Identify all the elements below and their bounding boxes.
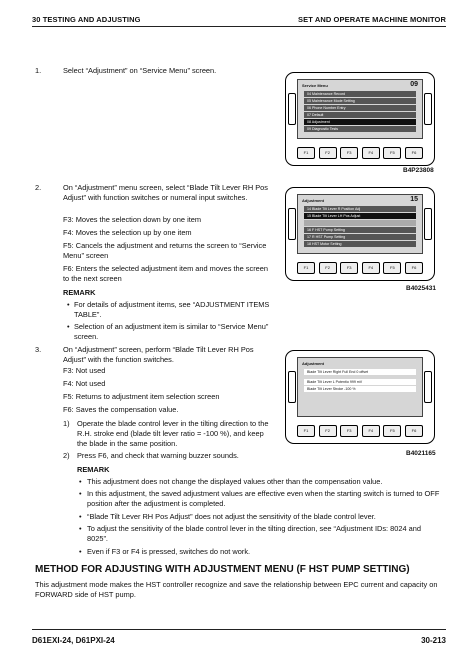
menu-row: 18 HST Motor Setting (304, 241, 416, 247)
monitor-screen (297, 194, 423, 254)
menu-row: 04 Maintenance Record (304, 91, 416, 97)
f4-button: F4 (362, 147, 380, 159)
f5-description: F5: Returns to adjustment item selection screen (63, 392, 220, 401)
monitor-side-key (288, 208, 296, 240)
screen-title: Adjustment (302, 198, 324, 203)
figure-code: B4025431 (406, 285, 436, 292)
remark-item: Selection of an adjustment item is similar to “Service Menu” screen. (74, 322, 269, 341)
substep-text: Operate the blade control lever in the tilting direction to the R.H. stroke end (blade tilt lever ratio = -100 %), and keep the blade in the same position. (77, 419, 269, 448)
remark-item: Even if F3 or F4 is pressed, switches do not work. (87, 547, 251, 556)
f4-description: F4: Moves the selection up by one item (63, 228, 192, 237)
adjust-row: Blade Tilt Lever Stroke -100 % (304, 386, 416, 392)
bullet: • (79, 512, 82, 521)
remark-item: “Blade Tilt Lever RH Pos Adjust” does not adjust the sensitivity of the blade control lever. (87, 512, 376, 521)
screen-title: Adjustment (302, 361, 324, 366)
remark-item: For details of adjustment items, see “ADJUSTMENT ITEMS TABLE”. (74, 300, 270, 319)
step-text: On “Adjustment” menu screen, select “Blade Tilt Lever RH Pos Adjust” with function switches or numeral input switches. (63, 183, 268, 202)
adjust-row: Blade Tilt Lever Right Full End 0 offset (304, 369, 416, 375)
f3-button: F3 (340, 425, 358, 437)
f2-button: F2 (319, 147, 337, 159)
monitor-figure-adjustment-screen (285, 350, 435, 444)
f4-button: F4 (362, 262, 380, 274)
f2-button: F2 (319, 425, 337, 437)
header-topic-title: SET AND OPERATE MACHINE MONITOR (298, 15, 446, 24)
menu-row-selected: 08 Adjustment (304, 119, 416, 125)
step-number: 3. (35, 345, 42, 354)
bullet: • (67, 322, 70, 331)
f5-description: F5: Cancels the adjustment and returns the screen to “Service Menu” screen (63, 241, 267, 260)
monitor-side-key (288, 93, 296, 125)
step-number: 1. (35, 66, 42, 75)
f6-description: F6: Enters the selected adjustment item and moves the screen to the next screen (63, 264, 268, 283)
f5-button: F5 (383, 425, 401, 437)
f3-button: F3 (340, 262, 358, 274)
remark-item: In this adjustment, the saved adjustment values are effective even when the starting switch is turned to OFF position after the adjustment is completed. (87, 489, 440, 508)
monitor-side-key (288, 371, 296, 403)
bullet: • (79, 524, 82, 533)
screen-number: 09 (410, 81, 418, 88)
page-header (32, 4, 446, 27)
substep-text: Press F6, and check that warning buzzer sounds. (77, 451, 239, 460)
f6-button: F6 (405, 262, 423, 274)
monitor-side-key (424, 371, 432, 403)
monitor-side-key (424, 208, 432, 240)
function-switches (297, 262, 423, 274)
screen-title: Service Menu (302, 83, 328, 88)
menu-row: 07 Default (304, 112, 416, 118)
substep-number: 2) (63, 451, 70, 460)
figure-code: B4P23808 (403, 167, 434, 174)
remark-title: REMARK (63, 288, 96, 297)
f1-button: F1 (297, 147, 315, 159)
step-text: On “Adjustment” screen, perform “Blade Tilt Lever RH Pos Adjust” with the function switches. (63, 345, 254, 364)
page-footer (32, 629, 446, 645)
section-heading: METHOD FOR ADJUSTING WITH ADJUSTMENT MENU (F HST PUMP SETTING) (35, 564, 410, 575)
adjust-row: Blade Tilt Lever L Potentio 999 mV (304, 379, 416, 385)
f5-button: F5 (383, 147, 401, 159)
header-section-title: 30 TESTING AND ADJUSTING (32, 15, 141, 24)
monitor-figure-adjustment-menu (285, 187, 435, 281)
monitor-figure-service-menu (285, 72, 435, 166)
section-text: This adjustment mode makes the HST controller recognize and save the relationship between EPC current and capacity on FORWARD side of HST pump. (35, 580, 438, 599)
page-number: 30-213 (421, 636, 446, 645)
menu-row: 14 Blade Tilt Lever R Position Adj (304, 206, 416, 212)
monitor-screen (297, 79, 423, 139)
figure-code: B4021165 (406, 450, 436, 457)
function-switches (297, 147, 423, 159)
menu-row: 09 Diagnostic Tests (304, 126, 416, 132)
menu-row: 05 Maintenance Mode Setting (304, 98, 416, 104)
monitor-side-key (424, 93, 432, 125)
f4-description: F4: Not used (63, 379, 106, 388)
function-switches (297, 425, 423, 437)
f2-button: F2 (319, 262, 337, 274)
f1-button: F1 (297, 425, 315, 437)
model-name: D61EXI-24, D61PXI-24 (32, 636, 115, 645)
bullet: • (67, 300, 70, 309)
menu-row: 17 R HST Pump Setting (304, 234, 416, 240)
remark-title: REMARK (77, 465, 110, 474)
bullet: • (79, 547, 82, 556)
monitor-screen (297, 357, 423, 417)
step-text: Select “Adjustment” on “Service Menu” screen. (63, 66, 217, 75)
menu-row: 16 F HST Pump Setting (304, 227, 416, 233)
f5-button: F5 (383, 262, 401, 274)
bullet: • (79, 489, 82, 498)
menu-row-selected: 15 Blade Tilt Lever LH Pos Adjust (304, 213, 416, 219)
f6-button: F6 (405, 425, 423, 437)
f3-description: F3: Moves the selection down by one item (63, 215, 202, 224)
substep-number: 1) (63, 419, 70, 428)
remark-item: This adjustment does not change the displayed values other than the compensation value. (87, 477, 383, 486)
remark-item: To adjust the sensitivity of the blade control lever in the tilting direction, see “Adjustment IDs: 8024 and 8025”. (87, 524, 421, 543)
f4-button: F4 (362, 425, 380, 437)
menu-row: 06 Phone Number Entry (304, 105, 416, 111)
bullet: • (79, 477, 82, 486)
f6-description: F6: Saves the compensation value. (63, 405, 179, 414)
f3-description: F3: Not used (63, 366, 106, 375)
f1-button: F1 (297, 262, 315, 274)
f3-button: F3 (340, 147, 358, 159)
menu-row (304, 220, 416, 226)
screen-number: 15 (410, 196, 418, 203)
step-number: 2. (35, 183, 42, 192)
f6-button: F6 (405, 147, 423, 159)
